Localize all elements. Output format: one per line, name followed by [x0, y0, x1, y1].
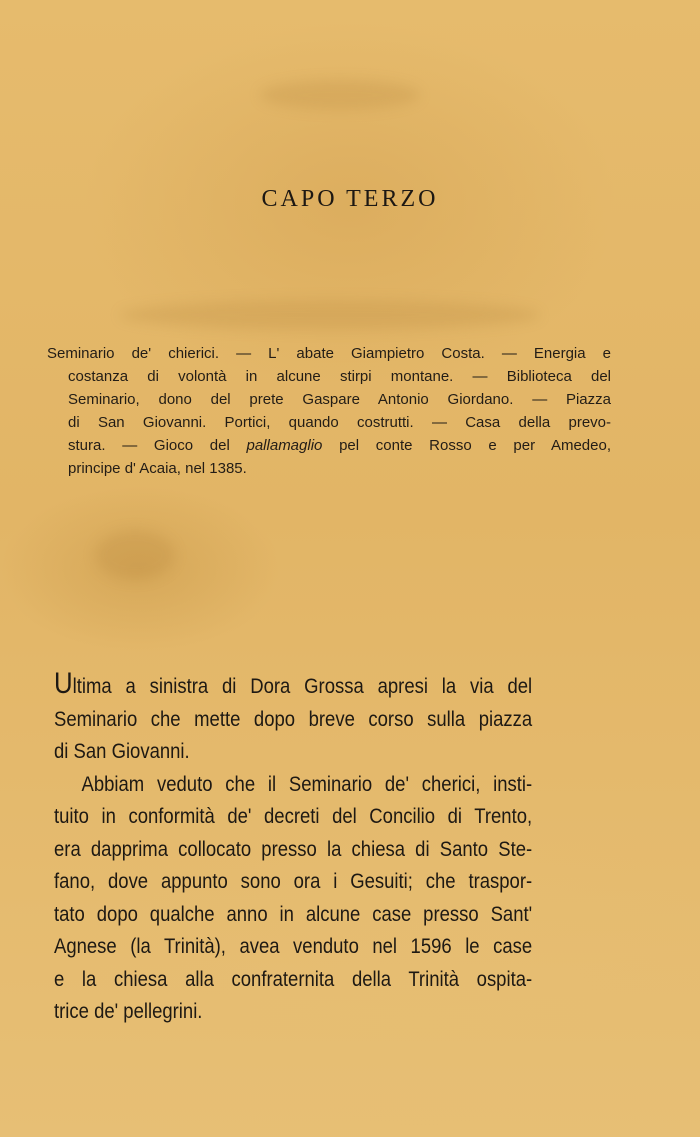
summary-line: di San Giovanni. Portici, quando costrutti. — Casa della prevo-	[68, 414, 611, 431]
body-line: era dapprima collocato presso la chiesa di Santo Ste-	[54, 836, 533, 861]
body-line: trice de' pellegrini.	[54, 999, 203, 1023]
summary-text: stura. — Gioco del	[68, 437, 247, 454]
body-line: Seminario che mette dopo breve corso sulla piazza	[54, 706, 533, 731]
body-line: tuito in conformità de' decreti del Concilio di Trento,	[54, 804, 533, 828]
bleed-through-stain	[120, 300, 540, 330]
summary-line	[47, 434, 611, 457]
summary-line: Seminario de' chierici. — L' abate Giampietro Costa. — Energia e	[47, 345, 611, 362]
body-line: fano, dove appunto sono ora i Gesuiti; che traspor-	[54, 869, 533, 893]
summary-line: Seminario, dono del prete Gaspare Antonio Giordano. — Piazza	[68, 391, 611, 408]
body-text	[54, 669, 532, 1028]
body-line: di San Giovanni.	[54, 739, 190, 763]
bleed-through-stain	[260, 80, 420, 110]
chapter-title: CAPO TERZO	[261, 186, 439, 212]
drop-cap: U	[54, 667, 73, 700]
body-line-text: ltima a sinistra di Dora Grossa apresi la via del	[72, 674, 533, 698]
body-line: tato dopo qualche anno in alcune case presso Sant'	[54, 901, 533, 926]
summary-line: costanza di volontà in alcune stirpi montane. — Biblioteca del	[68, 368, 611, 385]
body-line: e la chiesa alla confraternita della Trinità ospita-	[54, 966, 533, 991]
chapter-summary	[47, 342, 611, 480]
summary-line: principe d' Acaia, nel 1385.	[68, 460, 247, 477]
summary-italic-term: pallamaglio	[246, 437, 323, 454]
summary-text: pel conte Rosso e per Amedeo,	[322, 437, 612, 454]
body-line: Abbiam veduto che il Seminario de' cherici, insti-	[81, 771, 533, 796]
bleed-through-stain	[95, 530, 175, 580]
body-line	[54, 669, 532, 703]
body-line: Agnese (la Trinità), avea venduto nel 1596 le case	[54, 934, 533, 958]
